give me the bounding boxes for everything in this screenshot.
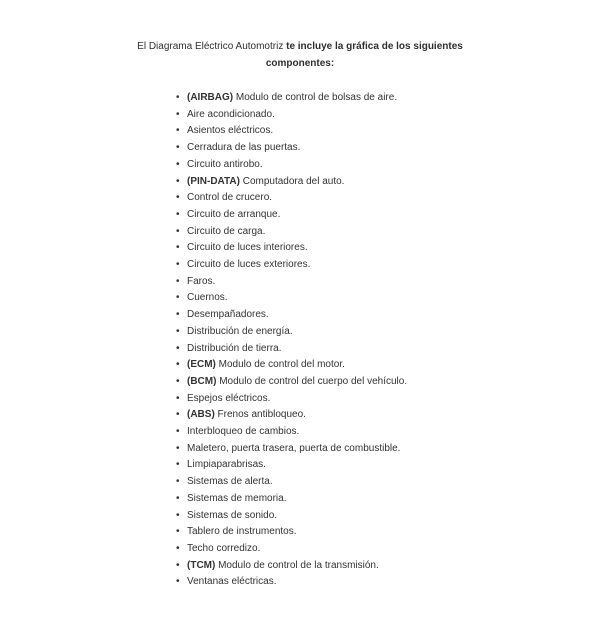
bullet-icon: • [176,208,180,220]
component-text: Ventanas eléctricas. [187,576,277,588]
bullet-icon: • [176,459,180,471]
bullet-icon: • [176,409,180,421]
component-text: Faros. [187,275,216,287]
component-text: Sistemas de memoria. [187,492,287,504]
list-item [176,257,600,274]
list-item [176,140,600,157]
component-text: Cuernos. [187,292,228,304]
bullet-icon: • [176,92,180,103]
component-code: (TCM) [187,559,216,571]
bullet-icon: • [176,125,180,137]
component-text: Tablero de instrumentos. [187,526,297,538]
component-text: Distribución de tierra. [187,342,282,354]
list-item [176,441,600,458]
component-text: Circuito antirobo. [187,158,263,170]
list-item [176,508,600,525]
bullet-icon: • [176,158,180,170]
list-item [176,558,600,575]
component-text: Frenos antibloqueo. [214,409,306,421]
title-line-2: componentes: [265,58,335,69]
list-item [176,341,600,358]
component-text: Control de crucero. [187,192,273,204]
bullet-icon: • [176,259,180,271]
component-text: Modulo de control del motor. [215,359,345,371]
list-item [176,457,600,474]
list-item [176,374,600,391]
list-item [176,491,600,508]
list-item [176,357,600,374]
bullet-icon: • [176,108,180,120]
list-item [176,391,600,408]
list-item [176,290,600,307]
bullet-icon: • [176,392,180,404]
title-regular-text: El Diagrama Eléctrico Automotriz [137,41,287,52]
list-item [176,224,600,241]
component-text: Modulo de control de la transmisión. [215,559,379,571]
bullet-icon: • [176,559,180,571]
title-bold-text: te incluye la gráfica de los siguientes [286,41,463,52]
list-item [176,524,600,541]
component-code: (BCM) [187,375,217,387]
bullet-icon: • [176,526,180,538]
list-item [176,90,600,107]
component-text: Techo corredizo. [187,542,261,554]
component-code: (ABS) [187,409,215,421]
bullet-icon: • [176,192,180,204]
component-text: Interbloqueo de cambios. [187,426,300,438]
component-code: (ECM) [187,359,216,371]
list-item [176,307,600,324]
bullet-icon: • [176,426,180,438]
list-item [176,324,600,341]
component-text: Aire acondicionado. [187,108,275,120]
bullet-icon: • [176,142,180,154]
list-item [176,207,600,224]
list-item [176,424,600,441]
bullet-icon: • [176,242,180,254]
list-item [176,157,600,174]
bullet-icon: • [176,509,180,521]
component-text: Modulo de control del cuerpo del vehículo. [216,375,408,387]
component-text: Sistemas de alerta. [187,476,273,488]
list-item [176,174,600,191]
bullet-icon: • [176,576,180,588]
component-code: (PIN-DATA) [187,175,240,187]
component-text: Distribución de energía. [187,325,293,337]
document-page [0,38,600,638]
component-code: (AIRBAG) [187,92,234,103]
list-item [176,274,600,291]
component-text: Circuito de luces interiores. [187,242,308,254]
component-text: Circuito de luces exteriores. [187,259,311,271]
list-item [176,574,600,591]
list-item [176,474,600,491]
list-item [176,190,600,207]
bullet-icon: • [176,359,180,371]
page-title [40,38,560,72]
component-text: Modulo de control de bolsas de aire. [233,92,398,103]
bullet-icon: • [176,476,180,488]
list-item [176,541,600,558]
component-text: Desempañadores. [187,309,269,321]
bullet-icon: • [176,492,180,504]
bullet-icon: • [176,292,180,304]
component-text: Espejos eléctricos. [187,392,271,404]
bullet-icon: • [176,442,180,454]
bullet-icon: • [176,375,180,387]
component-text: Asientos eléctricos. [187,125,274,137]
component-text: Computadora del auto. [239,175,345,187]
components-list [176,90,600,591]
list-item [176,123,600,140]
bullet-icon: • [176,325,180,337]
title-line-1 [40,38,560,55]
bullet-icon: • [176,542,180,554]
component-text: Circuito de arranque. [187,208,281,220]
bullet-icon: • [176,309,180,321]
bullet-icon: • [176,275,180,287]
component-text: Maletero, puerta trasera, puerta de combustible. [187,442,401,454]
bullet-icon: • [176,225,180,237]
list-item [176,240,600,257]
bullet-icon: • [176,175,180,187]
component-text: Limpiaparabrisas. [187,459,266,471]
component-text: Cerradura de las puertas. [187,142,301,154]
list-item [176,107,600,124]
component-text: Circuito de carga. [187,225,266,237]
bullet-icon: • [176,342,180,354]
list-item [176,407,600,424]
component-text: Sistemas de sonido. [187,509,278,521]
